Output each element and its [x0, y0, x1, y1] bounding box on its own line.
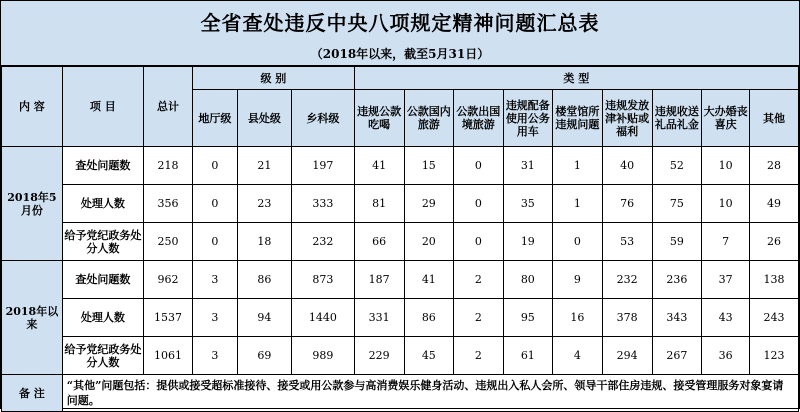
value-cell: 197 — [292, 147, 355, 185]
note-label: 备 注 — [2, 375, 63, 412]
value-cell: 4 — [553, 337, 603, 375]
section-label: 2018年5月份 — [2, 147, 63, 261]
value-cell: 40 — [602, 147, 652, 185]
page-subtitle: （2018年以来，截至5月31日） — [1, 41, 799, 66]
header-level: 县处级 — [237, 90, 291, 147]
header-type: 大办婚丧喜庆 — [702, 90, 750, 147]
header-type: 违规公款吃喝 — [354, 90, 404, 147]
value-cell: 2 — [454, 299, 503, 337]
value-cell: 343 — [652, 299, 702, 337]
value-cell: 187 — [354, 261, 404, 299]
value-cell: 3 — [193, 261, 238, 299]
row-item-label: 处理人数 — [62, 299, 143, 337]
value-cell: 3 — [193, 299, 238, 337]
header-item: 项 目 — [62, 67, 143, 147]
value-cell: 218 — [143, 147, 192, 185]
row-item-label: 查处问题数 — [62, 147, 143, 185]
header-type: 公款出国境旅游 — [454, 90, 503, 147]
table-row — [2, 299, 799, 337]
header-type: 违规配备使用公务用车 — [503, 90, 553, 147]
value-cell: 61 — [503, 337, 553, 375]
value-cell: 989 — [292, 337, 355, 375]
value-cell: 0 — [454, 147, 503, 185]
table-row — [2, 261, 799, 299]
value-cell: 1061 — [143, 337, 192, 375]
value-cell: 16 — [553, 299, 603, 337]
value-cell: 3 — [193, 337, 238, 375]
header-total: 总计 — [143, 67, 192, 147]
value-cell: 2 — [454, 261, 503, 299]
value-cell: 0 — [193, 147, 238, 185]
value-cell: 95 — [503, 299, 553, 337]
value-cell: 80 — [503, 261, 553, 299]
section-label: 2018年以来 — [2, 261, 63, 375]
value-cell: 1440 — [292, 299, 355, 337]
value-cell: 232 — [292, 223, 355, 261]
value-cell: 52 — [652, 147, 702, 185]
value-cell: 1537 — [143, 299, 192, 337]
value-cell: 1 — [553, 185, 603, 223]
value-cell: 45 — [404, 337, 454, 375]
value-cell: 53 — [602, 223, 652, 261]
value-cell: 86 — [237, 261, 291, 299]
header-type: 违规发放津补贴或福利 — [602, 90, 652, 147]
value-cell: 356 — [143, 185, 192, 223]
value-cell: 35 — [503, 185, 553, 223]
value-cell: 29 — [404, 185, 454, 223]
value-cell: 31 — [503, 147, 553, 185]
header-type: 楼堂馆所违规问题 — [553, 90, 603, 147]
value-cell: 26 — [749, 223, 798, 261]
value-cell: 0 — [454, 185, 503, 223]
header-type: 其他 — [749, 90, 798, 147]
value-cell: 9 — [553, 261, 603, 299]
value-cell: 10 — [702, 185, 750, 223]
value-cell: 123 — [749, 337, 798, 375]
value-cell: 20 — [404, 223, 454, 261]
table-row — [2, 223, 799, 261]
table-row — [2, 147, 799, 185]
value-cell: 15 — [404, 147, 454, 185]
summary-table — [1, 66, 799, 412]
header-type: 公款国内旅游 — [404, 90, 454, 147]
table-row — [2, 337, 799, 375]
value-cell: 28 — [749, 147, 798, 185]
value-cell: 41 — [404, 261, 454, 299]
value-cell: 75 — [652, 185, 702, 223]
value-cell: 37 — [702, 261, 750, 299]
value-cell: 0 — [193, 223, 238, 261]
row-item-label: 给予党纪政务处分人数 — [62, 337, 143, 375]
value-cell: 10 — [702, 147, 750, 185]
value-cell: 41 — [354, 147, 404, 185]
value-cell: 81 — [354, 185, 404, 223]
value-cell: 94 — [237, 299, 291, 337]
value-cell: 229 — [354, 337, 404, 375]
table-row — [2, 185, 799, 223]
header-type: 违规收送礼品礼金 — [652, 90, 702, 147]
value-cell: 49 — [749, 185, 798, 223]
page-title: 全省查处违反中央八项规定精神问题汇总表 — [1, 1, 799, 41]
row-item-label: 给予党纪政务处分人数 — [62, 223, 143, 261]
value-cell: 69 — [237, 337, 291, 375]
value-cell: 873 — [292, 261, 355, 299]
value-cell: 19 — [503, 223, 553, 261]
value-cell: 18 — [237, 223, 291, 261]
value-cell: 962 — [143, 261, 192, 299]
header-level: 乡科级 — [292, 90, 355, 147]
value-cell: 7 — [702, 223, 750, 261]
value-cell: 250 — [143, 223, 192, 261]
value-cell: 243 — [749, 299, 798, 337]
value-cell: 86 — [404, 299, 454, 337]
value-cell: 66 — [354, 223, 404, 261]
value-cell: 59 — [652, 223, 702, 261]
value-cell: 36 — [702, 337, 750, 375]
value-cell: 378 — [602, 299, 652, 337]
value-cell: 0 — [454, 223, 503, 261]
value-cell: 331 — [354, 299, 404, 337]
header-level: 地厅级 — [193, 90, 238, 147]
value-cell: 236 — [652, 261, 702, 299]
value-cell: 43 — [702, 299, 750, 337]
value-cell: 267 — [652, 337, 702, 375]
header-type-group: 类 型 — [354, 67, 798, 90]
row-item-label: 查处问题数 — [62, 261, 143, 299]
value-cell: 21 — [237, 147, 291, 185]
value-cell: 2 — [454, 337, 503, 375]
value-cell: 232 — [602, 261, 652, 299]
value-cell: 1 — [553, 147, 603, 185]
row-item-label: 处理人数 — [62, 185, 143, 223]
note-text: “其他”问题包括：提供或接受超标准接待、接受或用公款参与高消费娱乐健身活动、违规出入私人会所、领导干部住房违规、接受管理服务对象宴请问题。 — [62, 375, 798, 412]
value-cell: 0 — [193, 185, 238, 223]
value-cell: 294 — [602, 337, 652, 375]
value-cell: 76 — [602, 185, 652, 223]
value-cell: 333 — [292, 185, 355, 223]
value-cell: 138 — [749, 261, 798, 299]
header-level-group: 级 别 — [193, 67, 355, 90]
header-content: 内 容 — [2, 67, 63, 147]
value-cell: 23 — [237, 185, 291, 223]
value-cell: 0 — [553, 223, 603, 261]
